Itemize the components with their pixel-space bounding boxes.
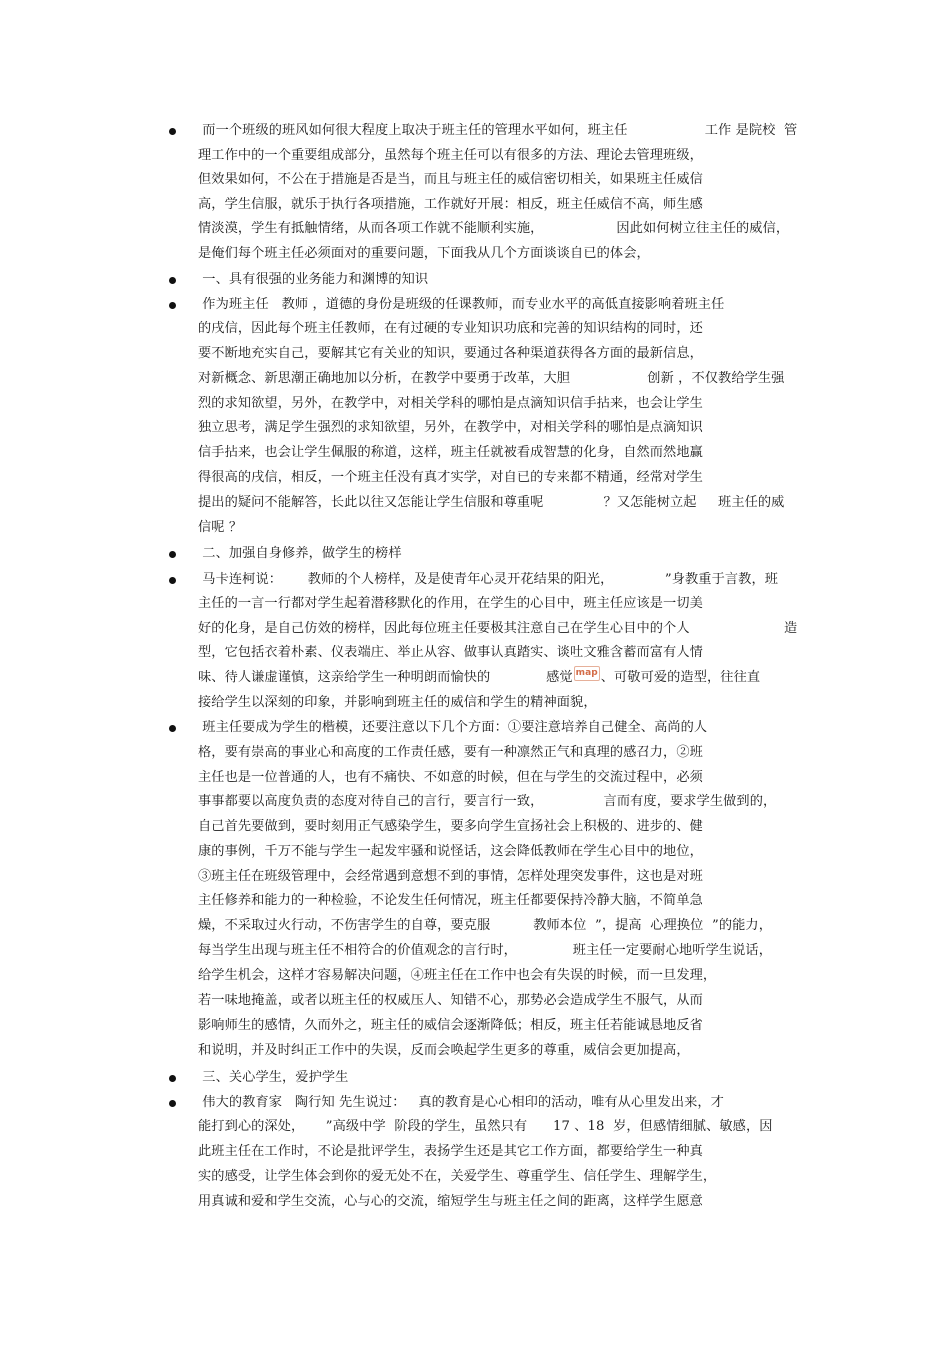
text-line: 理工作中的一个重要组成部分，虽然每个班主任可以有很多的方法、理论去管理班级， — [198, 148, 703, 163]
text-line: 要不断地充实自己，要解其它有关业的知识，要通过各种渠道获得各方面的最新信息， — [198, 346, 703, 361]
bullet-icon — [169, 1075, 176, 1082]
text-line: 信手拈来，也会让学生佩服的称道，这样，班主任就被看成智慧的化身，自然而然地赢 — [198, 445, 703, 460]
text-line: 型，它包括衣着朴素、仪表端庄、举止从容、做事认真踏实、谈吐文雅含蓄而富有人情 — [198, 645, 703, 660]
text-line: 作为班主任 教师 ，道德的身份是班级的任课教师，而专业水平的高低直接影响着班主任 — [198, 297, 725, 312]
map-logo-icon: map — [574, 666, 600, 681]
text-line: 和说明，并及时纠正工作中的失误，反而会唤起学生更多的尊重，威信会更加提高， — [198, 1043, 690, 1058]
text-line: 实的感受，让学生体会到你的爱无处不在，关爱学生、尊重学生、信任学生、理解学生， — [198, 1169, 717, 1184]
text-line: 高，学生信服，就乐于执行各项措施，工作就好开展：相反，班主任威信不高，师生感 — [198, 197, 703, 212]
text-line: 但效果如何，不公在于措施是否是当，而且与班主任的威信密切相关，如果班主任威信 — [198, 172, 703, 187]
bullet-icon — [169, 577, 176, 584]
text-line — [198, 670, 760, 687]
text-line: 好的化身，是自己仿效的榜样，因此每位班主任要极其注意自己在学生心目中的个人 造 — [198, 621, 798, 636]
bullet-icon — [169, 725, 176, 732]
text-line: 事事都要以高度负责的态度对待自己的言行，要言行一致， 言而有度，要求学生做到的， — [198, 794, 777, 809]
text-line-part: 味、待人谦虚谨慎，这亲给学生一种明朗而愉快的 感觉 — [198, 670, 573, 685]
text-line: 影响师生的感情，久而外之，班主任的威信会逐渐降低；相反，班主任若能诚恳地反省 — [198, 1018, 703, 1033]
bullet-icon — [169, 302, 176, 309]
text-line: 此班主任在工作时，不论是批评学生，表扬学生还是其它工作方面，都要给学生一种真 — [198, 1144, 703, 1159]
text-line: 情淡漠，学生有抵触情绪，从而各项工作就不能顺利实施， 因此如何树立往主任的威信， — [198, 221, 790, 236]
heading-text: 一、具有很强的业务能力和渊博的知识 — [198, 272, 429, 287]
text-line-part: 、可敬可爱的造型，往往直 — [600, 670, 761, 685]
text-line: 康的事例，千万不能与学生一起发牢骚和说怪话，这会降低教师在学生心目中的地位， — [198, 844, 703, 859]
text-line: 主任的一言一行都对学生起着潜移默化的作用，在学生的心目中，班主任应该是一切美 — [198, 596, 703, 611]
text-line: 得很高的戌信，相反，一个班主任没有真才实学，对自已的专来都不精通，经常对学生 — [198, 470, 703, 485]
text-line: 自己首先要做到，要时刻用正气感染学生，要多向学生宣扬社会上积极的、进步的、健 — [198, 819, 703, 834]
text-line: 若一味地掩盖，或者以班主任的权威压人、知错不心，那势必会造成学生不服气，从而 — [198, 993, 703, 1008]
text-line: 独立思考，满足学生强烈的求知欲望，另外，在教学中，对相关学科的哪怕是点滴知识 — [198, 420, 703, 435]
text-line: 的戌信，因此每个班主任教师，在有过硬的专业知识功底和完善的知识结构的同时，还 — [198, 321, 703, 336]
text-line: 马卡连柯说： 教师的个人榜样，及是使青年心灵开花结果的阳光， ”身教重于言教，班 — [198, 572, 779, 587]
bullet-icon — [169, 1100, 176, 1107]
text-line: 给学生机会，这样才容易解决问题，④班主任在工作中也会有失误的时候，而一旦发理， — [198, 968, 717, 983]
bullet-icon — [169, 128, 176, 135]
text-line: 伟大的教育家 陶行知 先生说过： 真的教育是心心相印的活动，唯有从心里发出来，才 — [198, 1095, 724, 1110]
text-line: 对新概念、新思潮正确地加以分析，在教学中要勇于改革，大胆 创新 ，不仅教给学生强 — [198, 371, 785, 386]
heading-text: 二、加强自身修养，做学生的榜样 — [198, 546, 402, 561]
heading-text: 三、关心学生，爱护学生 — [198, 1070, 349, 1085]
text-line: 用真诚和爱和学生交流，心与心的交流，缩短学生与班主任之间的距离，这样学生愿意 — [198, 1194, 703, 1209]
text-line: 提出的疑问不能解答，长此以往又怎能让学生信服和尊重呢 ？又怎能树立起 班主任的威 — [198, 495, 785, 510]
text-line: 每当学生出现与班主任不相符合的价值观念的言行时， 班主任一定要耐心地听学生说话， — [198, 943, 773, 958]
bullet-icon — [169, 277, 176, 284]
text-line: 是俺们每个班主任必须面对的重要问题，下面我从几个方面谈谈自已的体会， — [198, 246, 650, 261]
text-line: 烈的求知欲望，另外，在教学中，对相关学科的哪怕是点滴知识信手拈来，也会让学生 — [198, 396, 703, 411]
text-line: 接给学生以深刻的印象，并影响到班主任的威信和学生的精神面貌， — [198, 695, 597, 710]
text-line: 信呢 ？ — [198, 520, 243, 535]
text-line: 主任也是一位普通的人，也有不痛快、不如意的时候，但在与学生的交流过程中，必须 — [198, 770, 703, 785]
text-line: 能打到心的深处， ”高级中学 阶段的学生，虽然只有 17 、18 岁，但感情细腻、敏感，因 — [198, 1119, 773, 1134]
text-line: ③班主任在班级管理中，会经常遇到意想不到的事情，怎样处理突发事件，这也是对班 — [198, 869, 703, 884]
text-line: 燥，不采取过火行动，不伤害学生的自尊，要克服 教师本位 ”，提高 心理换位 ”的能力， — [198, 918, 772, 933]
text-line: 而一个班级的班风如何很大程度上取决于班主任的管理水平如何，班主任 工作 是院校 管 — [198, 123, 798, 138]
text-line: 格，要有崇高的事业心和高度的工作责任感，要有一种凛然正气和真理的感召力，②班 — [198, 745, 703, 760]
bullet-icon — [169, 551, 176, 558]
text-line: 主任修养和能力的一种检验，不论发生任何情况，班主任都要保持冷静大脑，不简单急 — [198, 893, 703, 908]
text-line: 班主任要成为学生的楷模，还要注意以下几个方面：①要注意培养自己健全、高尚的人 — [198, 720, 708, 735]
